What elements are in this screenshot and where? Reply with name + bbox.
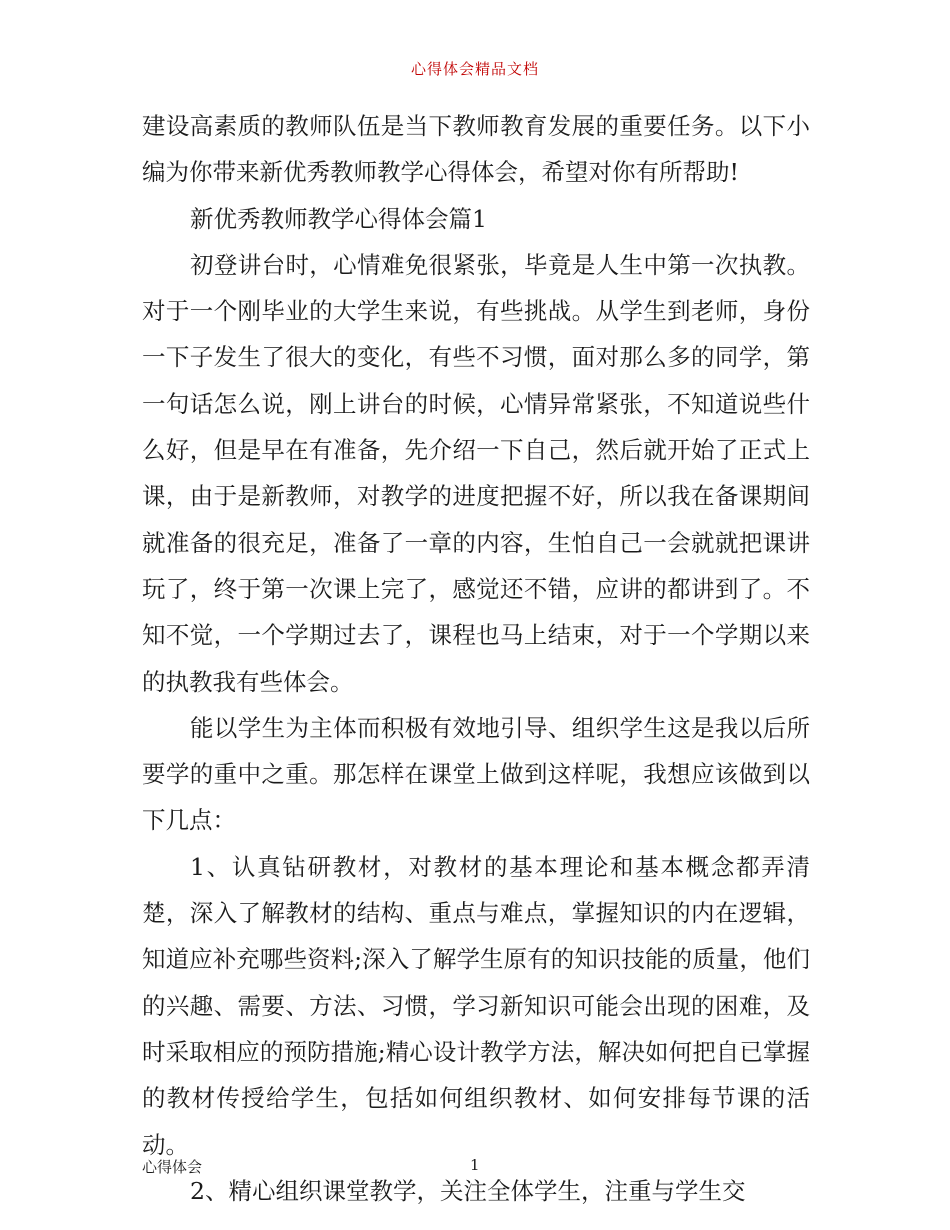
paragraph-student-centered: 能以学生为主体而积极有效地引导、组织学生这是我以后所要学的重中之重。那怎样在课堂上做到这样呢，我想应该做到以下几点： bbox=[142, 713, 810, 835]
paragraph-point-2: 2、精心组织课堂教学，关注全体学生，注重与学生交 bbox=[190, 1176, 746, 1205]
paragraph-intro: 建设高素质的教师队伍是当下教师教育发展的重要任务。以下小编为你带来新优秀教师教学心得体会，希望对你有所帮助! bbox=[142, 112, 810, 187]
section-heading: 新优秀教师教学心得体会篇1 bbox=[190, 204, 487, 233]
page-number: 1 bbox=[470, 1156, 480, 1174]
paragraph-point-1: 1、认真钻研教材，对教材的基本理论和基本概念都弄清楚，深入了解教材的结构、重点与难点，掌握知识的内在逻辑，知道应补充哪些资料;深入了解学生原有的知识技能的质量，他们的兴趣、需要、方法、习惯，学习新知识可能会出现的困难，及时采取相应的预防措施;精心设计教学方法，解决如何把自已掌握的教材传授给学生，包括如何组织教材、如何安排每节课的活动。 bbox=[142, 852, 810, 1159]
footer-label: 心得体会 bbox=[142, 1158, 203, 1176]
document-body bbox=[142, 103, 810, 1214]
paragraph-first-lecture: 初登讲台时，心情难免很紧张，毕竟是人生中第一次执教。对于一个刚毕业的大学生来说，有些挑战。从学生到老师，身份一下子发生了很大的变化，有些不习惯，面对那么多的同学，第一句话怎么说，刚上讲台的时候，心情异常紧张，不知道说些什么好，但是早在有准备，先介绍一下自己，然后就开始了正式上课，由于是新教师，对教学的进度把握不好，所以我在备课期间就准备的很充足，准备了一章的内容，生怕自己一会就就把课讲玩了，终于第一次课上完了，感觉还不错，应讲的都讲到了。不知不觉，一个学期过去了，课程也马上结束，对于一个学期以来的执教我有些体会。 bbox=[142, 250, 810, 696]
page-header-title: 心得体会精品文档 bbox=[410, 60, 539, 78]
